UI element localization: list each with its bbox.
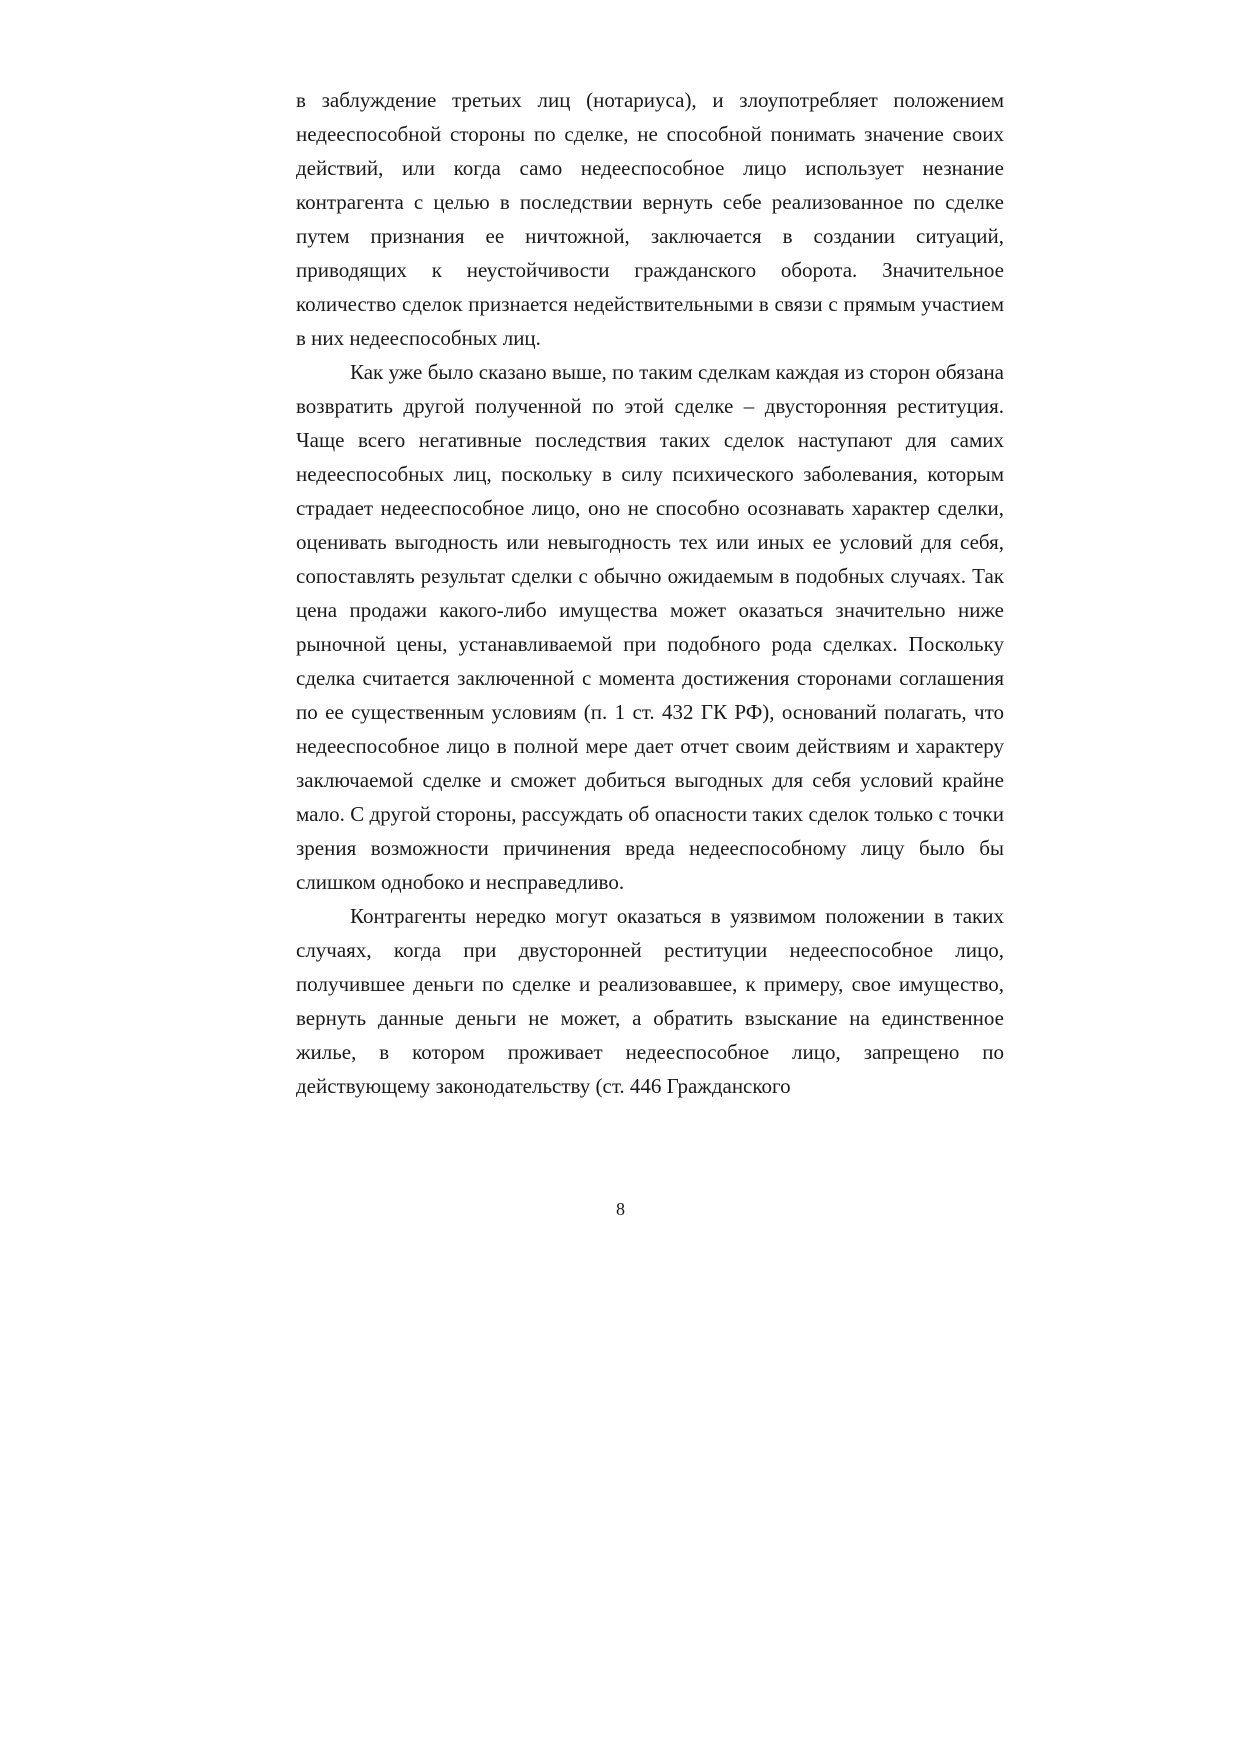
paragraph-1: в заблуждение третьих лиц (нотариуса), и злоупотребляет положением недееспособной стороны по сделке, не способной понимать значение своих действий, или когда само недееспособное лицо использует незнание контрагента с целью в последствии вернуть себе реализованное по сделке путем признания ее ничтожной, заключается в создании ситуаций, приводящих к неустойчивости гражданского оборота. Значительное количество сделок признается недействительными в связи с прямым участием в них недееспособных лиц. [296,88,1004,350]
page-number: 8 [616,1199,625,1219]
body-text [296,83,1004,1103]
paragraph-2: Как уже было сказано выше, по таким сделкам каждая из сторон обязана возвратить другой полученной по этой сделке – двусторонняя реституция. Чаще всего негативные последствия таких сделок наступают для самих недееспособных лиц, поскольку в силу психического заболевания, которым страдает недееспособное лицо, оно не способно осознавать характер сделки, оценивать выгодность или невыгодность тех или иных ее условий для себя, сопоставлять результат сделки с обычно ожидаемым в подобных случаях. Так цена продажи какого-либо имущества может оказаться значительно ниже рыночной цены, устанавливаемой при подобного рода сделках. Поскольку сделка считается заключенной с момента достижения сторонами соглашения по ее существенным условиям (п. 1 ст. 432 ГК РФ), оснований полагать, что недееспособное лицо в полной мере дает отчет своим действиям и характеру заключаемой сделке и сможет добиться выгодных для себя условий крайне мало. С другой стороны, рассуждать об опасности таких сделок только с точки зрения возможности причинения вреда недееспособному лицу было бы слишком однобоко и несправедливо. [296,360,1004,894]
paragraph-3: Контрагенты нередко могут оказаться в уязвимом положении в таких случаях, когда при двусторонней реституции недееспособное лицо, получившее деньги по сделке и реализовавшее, к примеру, свое имущество, вернуть данные деньги не может, а обратить взыскание на единственное жилье, в котором проживает недееспособное лицо, запрещено по действующему законодательству (ст. 446 Гражданского [296,904,1004,1098]
